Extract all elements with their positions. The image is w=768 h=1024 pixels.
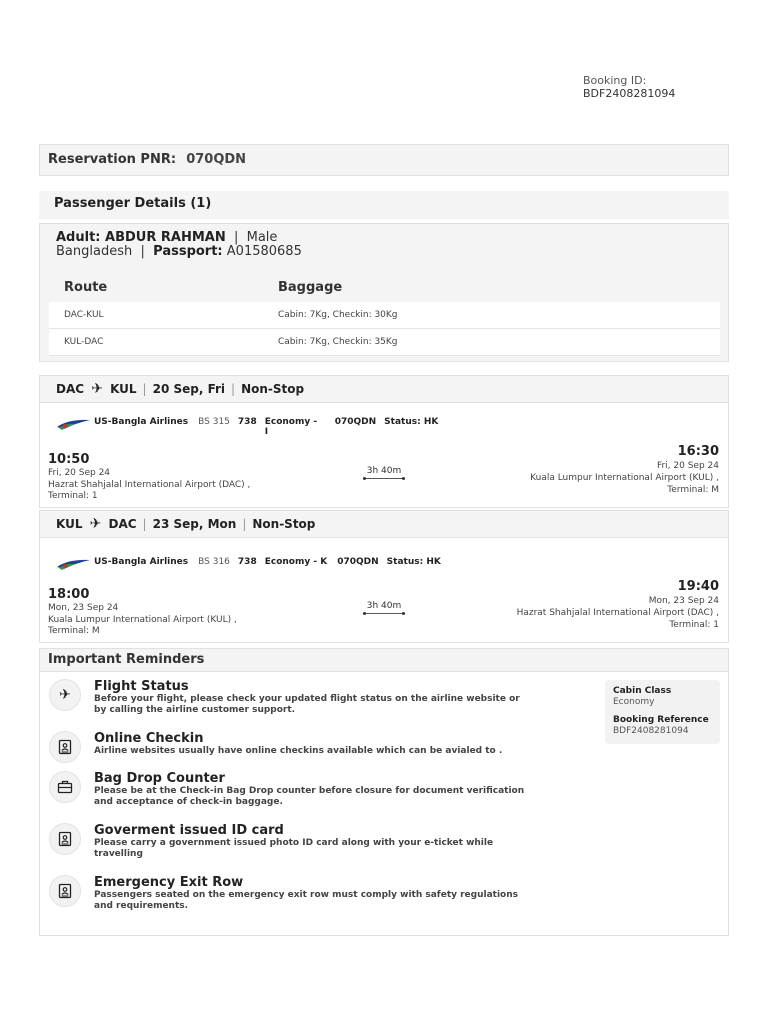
duration-text: 3h 40m — [366, 466, 402, 476]
airline-logo — [56, 557, 92, 571]
column-route: Route — [64, 280, 108, 295]
reminder-description: Passengers seated on the emergency exit row must comply with safety regulations and requirements. — [94, 890, 519, 911]
reminder-description: Airline websites usually have online checkins available which can be avialed to . — [94, 746, 503, 756]
pnr-value: 070QDN — [186, 152, 247, 167]
arrival-date: Fri, 20 Sep 24 — [656, 461, 719, 471]
segment-from: DAC — [56, 382, 85, 396]
passenger-name: Adult: ABDUR RAHMAN — [56, 230, 226, 245]
segment-stops: Non-Stop — [252, 517, 316, 531]
segment-body — [39, 403, 729, 508]
status-badge: Status: HK — [386, 557, 441, 567]
segment-to: DAC — [108, 517, 137, 531]
reminders-header: Important Reminders — [40, 649, 728, 672]
departure-info — [48, 587, 237, 637]
booking-reference-label: Booking Reference — [613, 715, 709, 725]
departure-info — [48, 452, 250, 502]
arrival-info — [517, 579, 719, 631]
duration-text: 3h 40m — [366, 601, 402, 611]
departure-date: Fri, 20 Sep 24 — [48, 468, 111, 478]
cabin-class: Economy - I — [264, 417, 318, 437]
airplane-icon: ✈ — [91, 381, 103, 397]
arrival-info — [530, 444, 719, 496]
arrival-terminal: Terminal: M — [667, 485, 719, 495]
segment-from: KUL — [56, 517, 83, 531]
route-cell: KUL-DAC — [64, 337, 104, 347]
booking-id-label: Booking ID: — [583, 74, 647, 87]
status-badge: Status: HK — [384, 417, 439, 427]
id-card-icon — [49, 823, 81, 855]
arrival-airport: Kuala Lumpur International Airport (KUL) , — [530, 473, 719, 483]
arrival-airport: Hazrat Shahjalal International Airport (DAC) , — [516, 608, 719, 618]
table-row — [49, 329, 720, 356]
departure-terminal: Terminal: 1 — [48, 491, 98, 501]
segment-pnr: 070QDN — [334, 417, 377, 427]
reminder-title: Bag Drop Counter — [94, 771, 225, 786]
departure-airport: Hazrat Shahjalal International Airport (DAC) , — [48, 480, 251, 490]
arrival-time: 16:30 — [677, 444, 719, 459]
column-baggage: Baggage — [278, 280, 343, 295]
important-reminders — [39, 648, 729, 936]
segment-date: 20 Sep, Fri — [152, 382, 226, 396]
departure-time: 18:00 — [48, 587, 90, 602]
id-card-icon — [49, 731, 81, 763]
flight-duration — [364, 601, 404, 614]
aircraft-type: 738 — [237, 557, 257, 567]
passenger-card — [39, 223, 729, 362]
passenger-gender: Male — [246, 230, 278, 245]
reservation-pnr — [39, 144, 729, 176]
airplane-icon: ✈ — [49, 679, 81, 711]
booking-reference-value: BDF2408281094 — [613, 726, 689, 736]
segment-body — [39, 538, 729, 643]
airline-logo — [56, 417, 92, 431]
segment-date: 23 Sep, Mon — [152, 517, 237, 531]
passport-label: Passport: — [153, 244, 223, 259]
divider: | — [231, 382, 236, 396]
airline-name: US-Bangla Airlines — [94, 557, 189, 567]
reminder-description: Please be at the Check-in Bag Drop counter before closure for document verification and acceptance of check-in baggage. — [94, 786, 525, 807]
arrival-date: Mon, 23 Sep 24 — [648, 596, 719, 606]
segment-stops: Non-Stop — [241, 382, 305, 396]
baggage-cell: Cabin: 7Kg, Checkin: 35Kg — [278, 337, 398, 347]
airline-name: US-Bangla Airlines — [94, 417, 189, 427]
passport-value: A01580685 — [226, 244, 302, 259]
arrival-terminal: Terminal: 1 — [669, 620, 719, 630]
reminder-description: Before your flight, please check your updated flight status on the airline website or by calling the airline customer support. — [94, 694, 520, 715]
flight-number: BS 315 — [198, 417, 230, 427]
segment-header — [39, 510, 729, 538]
passenger-country: Bangladesh — [56, 244, 133, 259]
passenger-details-header: Passenger Details (1) — [39, 191, 729, 219]
segment-pnr: 070QDN — [337, 557, 379, 567]
id-card-icon — [49, 875, 81, 907]
route-cell: DAC-KUL — [64, 310, 104, 320]
airline-row — [56, 417, 438, 437]
departure-date: Mon, 23 Sep 24 — [48, 603, 119, 613]
baggage-table — [49, 273, 720, 356]
booking-id — [583, 74, 675, 100]
departure-time: 10:50 — [48, 452, 90, 467]
reminder-title: Flight Status — [94, 679, 189, 694]
arrival-time: 19:40 — [677, 579, 719, 594]
reminder-title: Goverment issued ID card — [94, 823, 284, 838]
divider: | — [142, 517, 147, 531]
booking-summary-card — [605, 680, 720, 744]
airline-row — [56, 557, 441, 571]
cabin-class: Economy - K — [264, 557, 328, 567]
duration-line — [364, 613, 404, 614]
segment-to: KUL — [110, 382, 137, 396]
baggage-table-header — [49, 273, 720, 302]
briefcase-icon — [49, 771, 81, 803]
departure-terminal: Terminal: M — [48, 626, 100, 636]
pnr-label: Reservation PNR: — [48, 152, 177, 167]
departure-airport: Kuala Lumpur International Airport (KUL) , — [48, 615, 237, 625]
flight-duration — [364, 466, 404, 479]
cabin-class-value: Economy — [613, 697, 655, 707]
cabin-class-label: Cabin Class — [613, 686, 672, 696]
flight-number: BS 316 — [198, 557, 230, 567]
aircraft-type: 738 — [237, 417, 257, 427]
baggage-cell: Cabin: 7Kg, Checkin: 30Kg — [278, 310, 398, 320]
segment-header — [39, 375, 729, 403]
reminder-description: Please carry a government issued photo ID card along with your e-ticket while travelling — [94, 838, 494, 859]
airplane-icon: ✈ — [89, 516, 102, 532]
divider: | — [242, 517, 247, 531]
table-row — [49, 302, 720, 329]
passenger-info: Adult: ABDUR RAHMAN | Male Bangladesh | Passport: A01580685 — [56, 230, 302, 259]
duration-line — [364, 478, 404, 479]
booking-id-value: BDF2408281094 — [583, 87, 676, 100]
reminder-title: Emergency Exit Row — [94, 875, 244, 890]
reminder-title: Online Checkin — [94, 731, 204, 746]
divider: | — [142, 382, 147, 396]
